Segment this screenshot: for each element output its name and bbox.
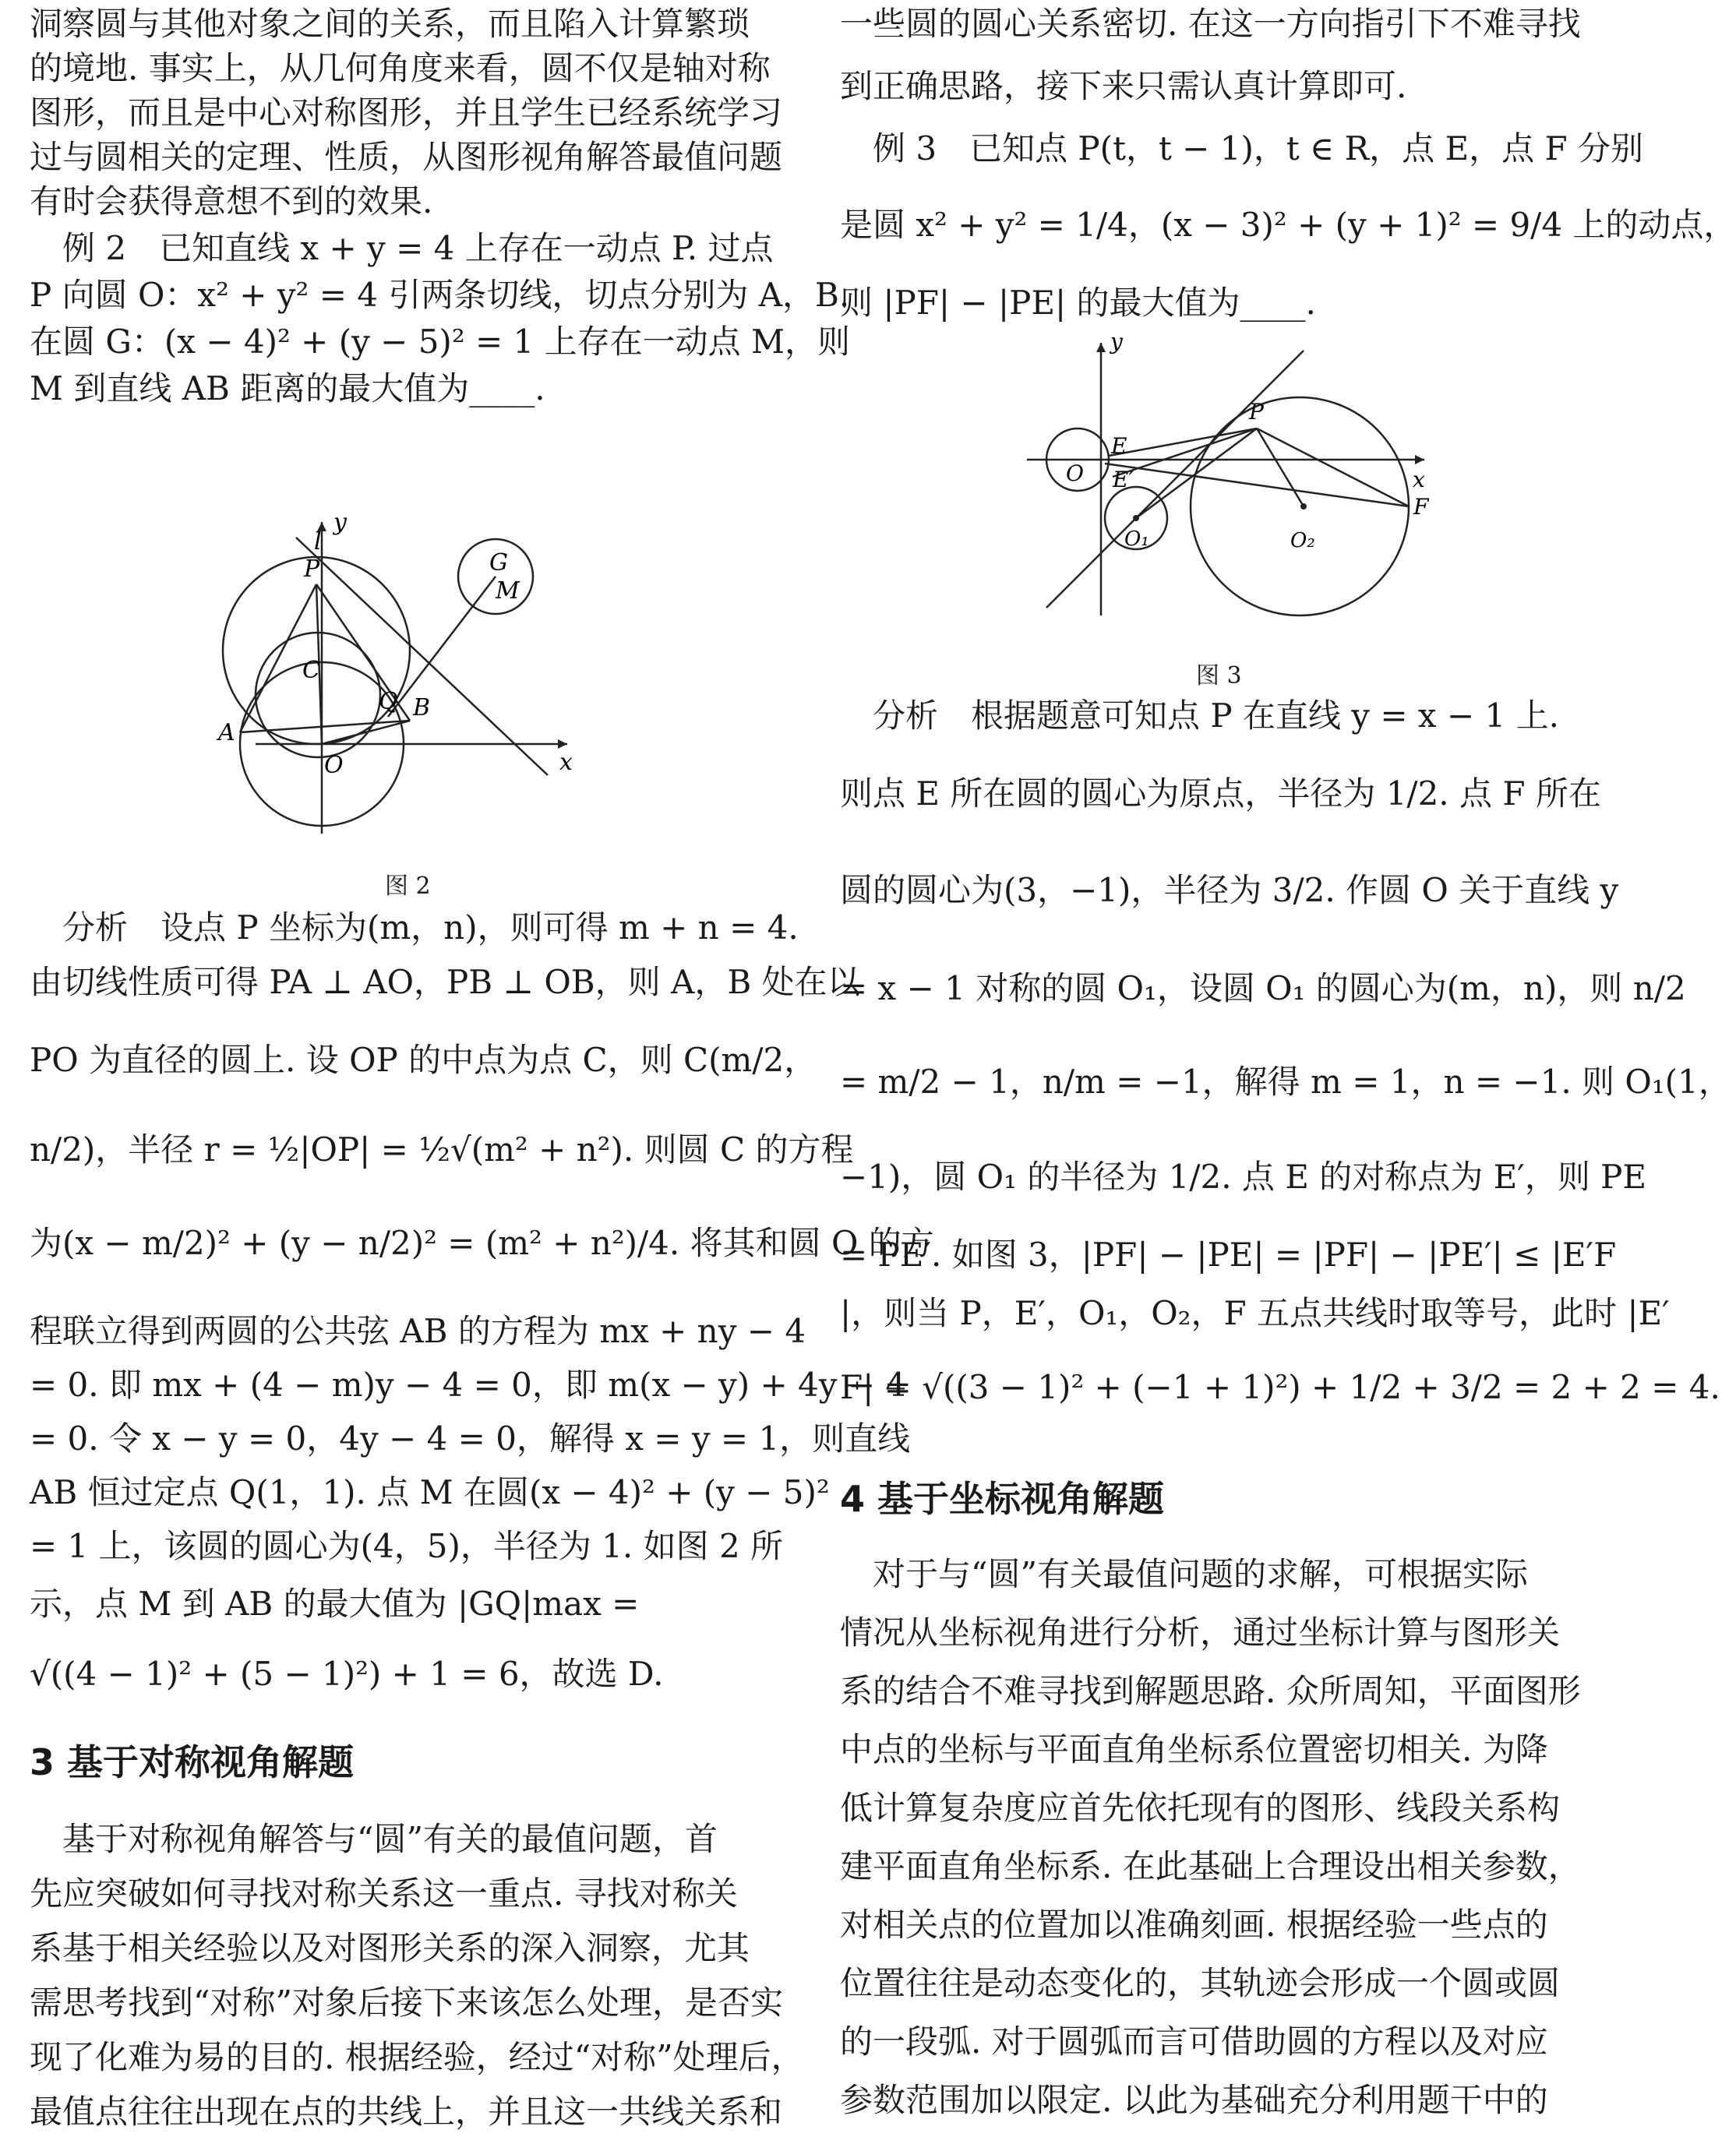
label-O: O	[324, 752, 344, 779]
text-line: 在圆 G：(x − 4)² + (y − 5)² = 1 上存在一动点 M，则	[30, 323, 850, 361]
figure-3	[1019, 327, 1455, 623]
text-line: 系基于相关经验以及对图形关系的深入洞察，尤其	[30, 1929, 750, 1967]
text-line: 是圆 x² + y² = 1/4，(x − 3)² + (y + 1)² = 9/4 上的动点，	[840, 206, 1736, 244]
text-line: = 0. 令 x − y = 0，4y − 4 = 0，解得 x = y = 1，则直线	[30, 1419, 911, 1458]
text-line: 中点的坐标与平面直角坐标系位置密切相关. 为降	[840, 1730, 1548, 1768]
text-line: = x − 1 对称的圆 O₁，设圆 O₁ 的圆心为(m，n)，则 n/2	[840, 969, 1686, 1007]
label-E: E	[1111, 433, 1127, 459]
text-line: 情况从坐标视角进行分析，通过坐标计算与图形关	[840, 1613, 1561, 1652]
text-line: √((4 − 1)² + (5 − 1)²) + 1 = 6，故选 D.	[30, 1655, 664, 1693]
text-line: n/2)，半径 r = ½|OP| = ½√(m² + n²). 则圆 C 的方程	[30, 1130, 854, 1169]
text-line: −1)，圆 O₁ 的半径为 1/2. 点 E 的对称点为 E′，则 PE	[840, 1158, 1647, 1196]
text-line: 低计算复杂度应首先依托现有的图形、线段关系构	[840, 1789, 1561, 1827]
analysis-line: 分析 根据题意可知点 P 在直线 y = x − 1 上.	[840, 696, 1559, 735]
text-line: 位置往往是动态变化的，其轨迹会形成一个圆或圆	[840, 1964, 1561, 2002]
text-line: 基于对称视角解答与“圆”有关的最值问题，首	[30, 1820, 718, 1858]
text-line: 需思考找到“对称”对象后接下来该怎么处理，是否实	[30, 1984, 783, 2022]
text-line: 由切线性质可得 PA ⊥ AO，PB ⊥ OB，则 A，B 处在以	[30, 963, 860, 1001]
text-line: = m/2 − 1，n/m = −1，解得 m = 1，n = −1. 则 O₁(1，	[840, 1063, 1731, 1101]
label-C: C	[302, 657, 320, 684]
figure-3-caption: 图 3	[1196, 662, 1242, 689]
text-line: 则点 E 所在圆的圆心为原点，半径为 1/2. 点 F 所在	[840, 774, 1601, 813]
label-M: M	[496, 577, 520, 605]
label-A: A	[218, 719, 235, 746]
label-B: B	[413, 694, 431, 721]
text-line: F| = √((3 − 1)² + (−1 + 1)²) + 1/2 + 3/2 = 2 + 2 = 4.	[840, 1368, 1720, 1406]
analysis-line: 分析 设点 P 坐标为(m，n)，则可得 m + n = 4.	[30, 908, 799, 947]
figure-2-caption: 图 2	[385, 873, 431, 900]
text-line: 系的结合不难寻找到解题思路. 众所周知，平面图形	[840, 1672, 1581, 1710]
text-line: 洞察圆与其他对象之间的关系，而且陷入计算繁琐	[30, 5, 750, 43]
label-F: F	[1413, 494, 1429, 520]
text-line: P 向圆 O：x² + y² = 4 引两条切线，切点分别为 A，B.	[30, 276, 850, 314]
text-line: 到正确思路，接下来只需认真计算即可.	[840, 67, 1407, 105]
label-x: x	[1413, 467, 1425, 492]
text-line: |，则当 P，E′，O₁，O₂，F 五点共线时取等号，此时 |E′	[840, 1294, 1670, 1332]
text-line: PO 为直径的圆上. 设 OP 的中点为点 C，则 C(m/2，	[30, 1041, 817, 1079]
text-line: 现了化难为易的目的. 根据经验，经过“对称”处理后，	[30, 2038, 804, 2076]
text-line: 为(x − m/2)² + (y − n/2)² = (m² + n²)/4. 将其和圆 O 的方	[30, 1224, 934, 1262]
label-P: P	[1249, 399, 1264, 425]
section-3-heading: 3 基于对称视角解题	[30, 1741, 355, 1783]
section-4-heading: 4 基于坐标视角解题	[840, 1478, 1165, 1520]
text-line: 过与圆相关的定理、性质，从图形视角解答最值问题	[30, 138, 783, 176]
label-y: y	[333, 509, 347, 536]
label-x: x	[559, 749, 573, 776]
text-line: AB 恒过定点 Q(1，1). 点 M 在圆(x − 4)² + (y − 5)²	[30, 1473, 830, 1511]
text-line: 的一段弧. 对于圆弧而言可借助圆的方程以及对应	[840, 2022, 1548, 2061]
text-line: = 0. 即 mx + (4 − m)y − 4 = 0，即 m(x − y) + 4y − 4	[30, 1366, 907, 1404]
text-line: 先应突破如何寻找对称关系这一重点. 寻找对称关	[30, 1874, 738, 1913]
text-line: 对相关点的位置加以准确刻画. 根据经验一些点的	[840, 1906, 1548, 1944]
text-line: = 1 上，该圆的圆心为(4，5)，半径为 1. 如图 2 所	[30, 1527, 784, 1565]
label-E-prime: E′	[1113, 467, 1134, 492]
text-line: 程联立得到两圆的公共弦 AB 的方程为 mx + ny − 4	[30, 1312, 806, 1350]
text-line: 参数范围加以限定. 以此为基础充分利用题干中的	[840, 2081, 1548, 2119]
text-line: 对于与“圆”有关最值问题的求解，可根据实际	[840, 1555, 1528, 1593]
label-O2: O₂	[1290, 529, 1315, 552]
example-3-line: 例 3 已知点 P(t，t − 1)，t ∈ R，点 E，点 F 分别	[840, 129, 1643, 168]
label-G: G	[489, 549, 508, 577]
label-l: l	[314, 528, 322, 555]
text-line: 最值点往往出现在点的共线上，并且这一共线关系和	[30, 2093, 783, 2131]
text-line: M 到直线 AB 距离的最大值为____.	[30, 369, 545, 407]
label-O1: O₁	[1124, 527, 1149, 551]
figure-2	[209, 421, 614, 841]
text-line: 一些圆的圆心关系密切. 在这一方向指引下不难寻找	[840, 5, 1581, 43]
text-line: = PE′. 如图 3，|PF| − |PE| = |PF| − |PE′| ≤ |E′F	[840, 1236, 1617, 1274]
text-line: 有时会获得意想不到的效果.	[30, 182, 433, 220]
text-line: 圆的圆心为(3，−1)，半径为 3/2. 作圆 O 关于直线 y	[840, 871, 1619, 909]
label-O: O	[1066, 460, 1084, 486]
text-line: 建平面直角坐标系. 在此基础上合理设出相关参数，	[840, 1847, 1581, 1885]
text-line: 的境地. 事实上，从几何角度来看，圆不仅是轴对称	[30, 49, 771, 87]
example-2-line: 例 2 已知直线 x + y = 4 上存在一动点 P. 过点	[30, 229, 774, 267]
label-Q: Q	[379, 688, 398, 715]
text-line: 示，点 M 到 AB 的最大值为 |GQ|max =	[30, 1585, 640, 1623]
text-line: 图形，而且是中心对称图形，并且学生已经系统学习	[30, 93, 783, 132]
text-line: 则 |PF| − |PE| 的最大值为____.	[840, 284, 1316, 322]
label-y: y	[1110, 329, 1123, 354]
label-P: P	[304, 555, 320, 583]
